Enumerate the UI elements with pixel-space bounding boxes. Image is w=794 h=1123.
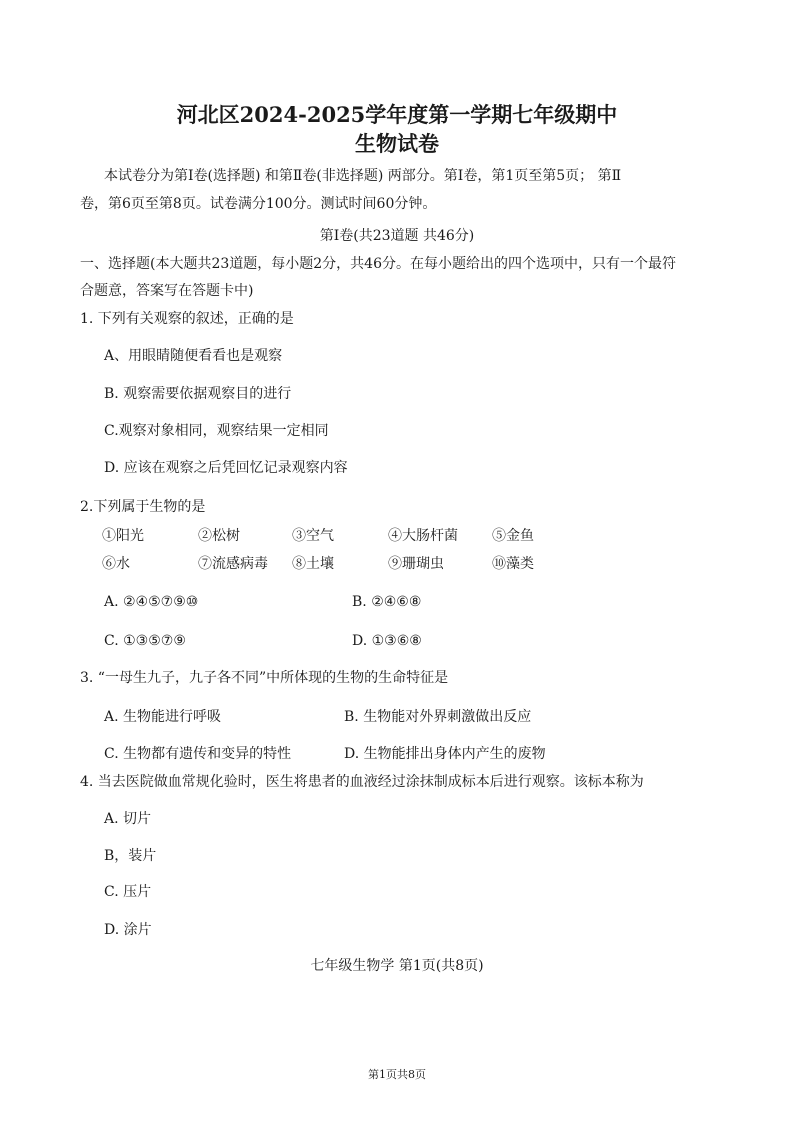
- question-3-option-b: B. 生物能对外界刺激做出反应: [344, 709, 532, 725]
- question-2-item: ⑧土壤: [292, 556, 334, 572]
- page-footer: 七年级生物学 第1页(共8页): [310, 958, 484, 974]
- question-2-item: ④大肠杆菌: [388, 528, 458, 544]
- section-heading: 第Ⅰ卷(共23道题 共46分): [319, 228, 475, 244]
- question-3-stem: 3. “一母生九子，九子各不同”中所体现的生物的生命特征是: [80, 670, 449, 686]
- question-2-option-d: D. ①③⑥⑧: [352, 633, 422, 649]
- question-2-item: ②松树: [198, 528, 240, 544]
- question-2-item: ⑤金鱼: [492, 528, 534, 544]
- question-4-option-c: C. 压片: [104, 884, 152, 900]
- instructions-line-1: 一、选择题(本大题共23道题，每小题2分，共46分。在每小题给出的四个选项中，只有一个最符: [80, 256, 676, 272]
- exam-title: 河北区2024-2025学年度第一学期七年级期中: [176, 102, 618, 127]
- question-4-stem: 4. 当去医院做血常规化验时，医生将患者的血液经过涂抹制成标本后进行观察。该标本称为: [80, 774, 644, 790]
- bottom-page-number: 第1页共8页: [368, 1068, 426, 1081]
- instructions-line-2: 合题意，答案写在答题卡中): [80, 283, 254, 299]
- question-4-option-d: D. 涂片: [104, 922, 152, 938]
- question-2-item: ⑩藻类: [492, 556, 534, 572]
- exam-subtitle: 生物试卷: [355, 131, 439, 156]
- question-4-option-a: A. 切片: [104, 811, 152, 827]
- question-2-option-b: B. ②④⑥⑧: [352, 594, 422, 610]
- question-2-item: ⑨珊瑚虫: [388, 556, 444, 572]
- question-1-option-d: D. 应该在观察之后凭回忆记录观察内容: [104, 460, 348, 476]
- intro-line-2: 卷，第6页至第8页。试卷满分100分。测试时间60分钟。: [80, 196, 437, 212]
- question-1-option-c: C.观察对象相同，观察结果一定相同: [104, 423, 329, 439]
- question-1-option-a: A、用眼睛随便看看也是观察: [104, 348, 283, 364]
- question-2-stem: 2.下列属于生物的是: [80, 499, 206, 515]
- intro-line-1: 本试卷分为第Ⅰ卷(选择题) 和第Ⅱ卷(非选择题) 两部分。第Ⅰ卷，第1页至第5页； 第Ⅱ: [104, 168, 622, 184]
- question-1-stem: 1. 下列有关观察的叙述，正确的是: [80, 311, 294, 327]
- question-1-option-b: B. 观察需要依据观察目的进行: [104, 386, 292, 402]
- question-4-option-b: B，装片: [104, 848, 157, 864]
- question-2-item: ①阳光: [102, 528, 144, 544]
- question-2-item: ⑥水: [102, 556, 130, 572]
- question-2-option-a: A. ②④⑤⑦⑨⑩: [104, 594, 199, 610]
- question-2-option-c: C. ①③⑤⑦⑨: [104, 633, 186, 649]
- question-3-option-d: D. 生物能排出身体内产生的废物: [344, 746, 546, 762]
- question-2-item: ③空气: [292, 528, 334, 544]
- question-3-option-a: A. 生物能进行呼吸: [104, 709, 222, 725]
- question-3-option-c: C. 生物都有遗传和变异的特性: [104, 746, 292, 762]
- question-2-item: ⑦流感病毒: [198, 556, 268, 572]
